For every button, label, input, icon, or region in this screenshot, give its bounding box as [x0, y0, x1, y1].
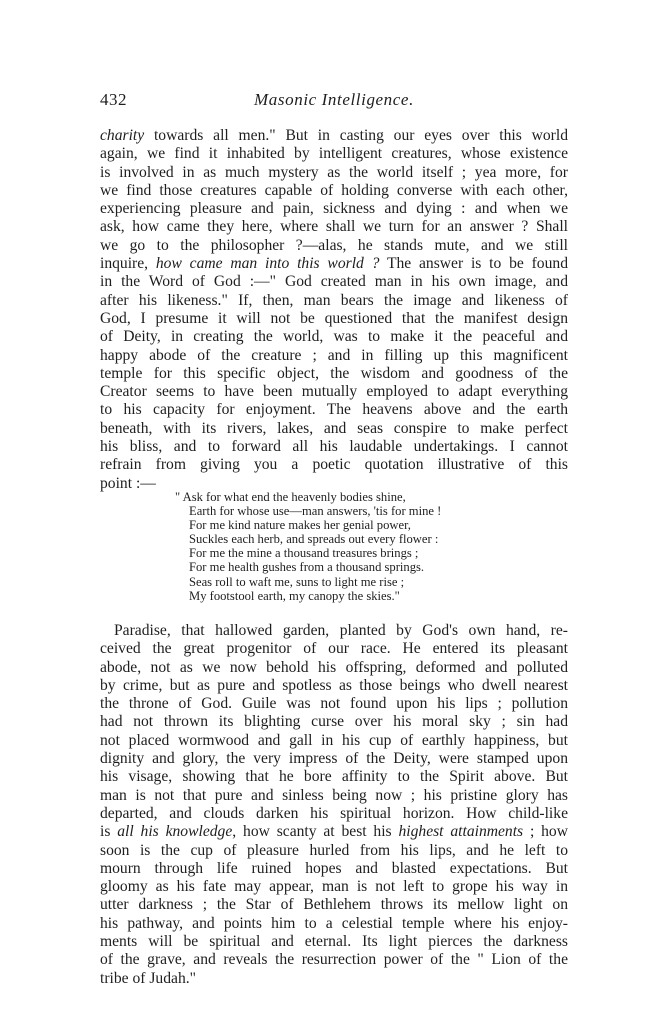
- text-line: his pathway, and points him to a celestial temple where his enjoy-: [100, 914, 568, 932]
- text-line: in the Word of God :—" God created man in his own image, and: [100, 273, 568, 291]
- verse-line: For me health gushes from a thousand springs.: [189, 560, 425, 575]
- text-line: again, we find it inhabited by intelligent creatures, whose existence: [100, 145, 568, 163]
- verse-line: Earth for whose use—man answers, 'tis for mine !: [189, 504, 442, 519]
- text-line: had not thrown its blighting curse over his moral sky ; sin had: [100, 713, 568, 731]
- text-line: beneath, with its rivers, lakes, and seas conspire to make perfect: [100, 419, 568, 437]
- text-line: his visage, showing that he bore affinity to the Spirit above. But: [100, 768, 568, 786]
- verse-line: Seas roll to waft me, suns to light me rise ;: [189, 574, 405, 589]
- page-header: [100, 90, 568, 114]
- text-line: charity towards all men." But in casting our eyes over this world: [100, 127, 568, 144]
- text-line: is involved in as much mystery as the world itself ; yea more, for: [100, 163, 568, 181]
- text-line: happy abode of the creature ; and in filling up this magnificent: [100, 346, 568, 364]
- text-line: temple for this specific object, the wisdom and goodness of the: [100, 364, 568, 382]
- text-line: we find those creatures capable of holding converse with each other,: [100, 181, 568, 199]
- text-line: Creator seems to have been mutually employed to adapt everything: [100, 383, 568, 401]
- paragraph-charity: [100, 127, 568, 493]
- text-line: God, I presume it will not be questioned that the manifest design: [100, 309, 568, 327]
- text-line: by crime, but as pure and spotless as those beings who dwell nearest: [100, 676, 568, 694]
- text-line: after his likeness." If, then, man bears the image and likeness of: [100, 291, 568, 309]
- text-line: abode, not as we now behold his offspring, deformed and polluted: [100, 658, 568, 676]
- text-line: the throne of God. Guile was not found upon his lips ; pollution: [100, 695, 568, 713]
- text-line: of Deity, in creating the world, was to make it the peaceful and: [100, 328, 568, 346]
- text-line: we go to the philosopher ?—alas, he stands mute, and we still: [100, 236, 568, 254]
- text-line: experiencing pleasure and pain, sickness and dying : and when we: [100, 200, 568, 218]
- verse-line: For me the mine a thousand treasures brings ;: [189, 546, 419, 561]
- text-line: departed, and clouds darken his spiritual horizon. How child-like: [100, 804, 568, 822]
- text-line: is all his knowledge, how scanty at best his highest attainments ; how: [100, 823, 568, 841]
- text-line: mourn through life ruined hopes and blasted expectations. But: [100, 859, 568, 877]
- text-line: not placed wormwood and gall in his cup of earthly happiness, but: [100, 731, 568, 749]
- text-line: gloomy as his fate may appear, man is not left to grope his way in: [100, 878, 568, 896]
- verse-line: " Ask for what end the heavenly bodies shine,: [175, 490, 406, 504]
- text-line: dignity and glory, the very impress of the Deity, were stamped upon: [100, 750, 568, 768]
- text-line: soon is the cup of pleasure hurled from his lips, and he left to: [100, 841, 568, 859]
- verse-line: My footstool earth, my canopy the skies.": [189, 588, 400, 603]
- text-line: ceived the great progenitor of our race. He entered its pleasant: [100, 640, 568, 658]
- page-number: 432: [100, 90, 127, 109]
- poetic-quotation: [175, 490, 505, 603]
- text-line: to his capacity for enjoyment. The heavens above and the earth: [100, 401, 568, 419]
- text-line: man is not that pure and sinless being now ; his pristine glory has: [100, 786, 568, 804]
- verse-line: For me kind nature makes her genial power,: [189, 518, 411, 533]
- verse-line: Suckles each herb, and spreads out every flower :: [189, 532, 439, 547]
- text-line: tribe of Judah.": [100, 969, 197, 987]
- text-line: point :—: [100, 474, 156, 492]
- text-line: ask, how came they here, where shall we turn for an answer ? Shall: [100, 218, 568, 236]
- text-line: Paradise, that hallowed garden, planted by God's own hand, re-: [114, 622, 568, 639]
- text-line: inquire, how came man into this world ? The answer is to be found: [100, 255, 568, 273]
- text-line: utter darkness ; the Star of Bethlehem throws its mellow light on: [100, 896, 568, 914]
- text-line: refrain from giving you a poetic quotation illustrative of this: [100, 456, 568, 474]
- paragraph-paradise: [100, 622, 568, 988]
- text-line: of the grave, and reveals the resurrection power of the " Lion of the: [100, 951, 568, 969]
- text-line: ments will be spiritual and eternal. Its light pierces the darkness: [100, 933, 568, 951]
- running-title: Masonic Intelligence.: [254, 90, 414, 109]
- text-line: his bliss, and to forward all his laudable undertakings. I cannot: [100, 438, 568, 456]
